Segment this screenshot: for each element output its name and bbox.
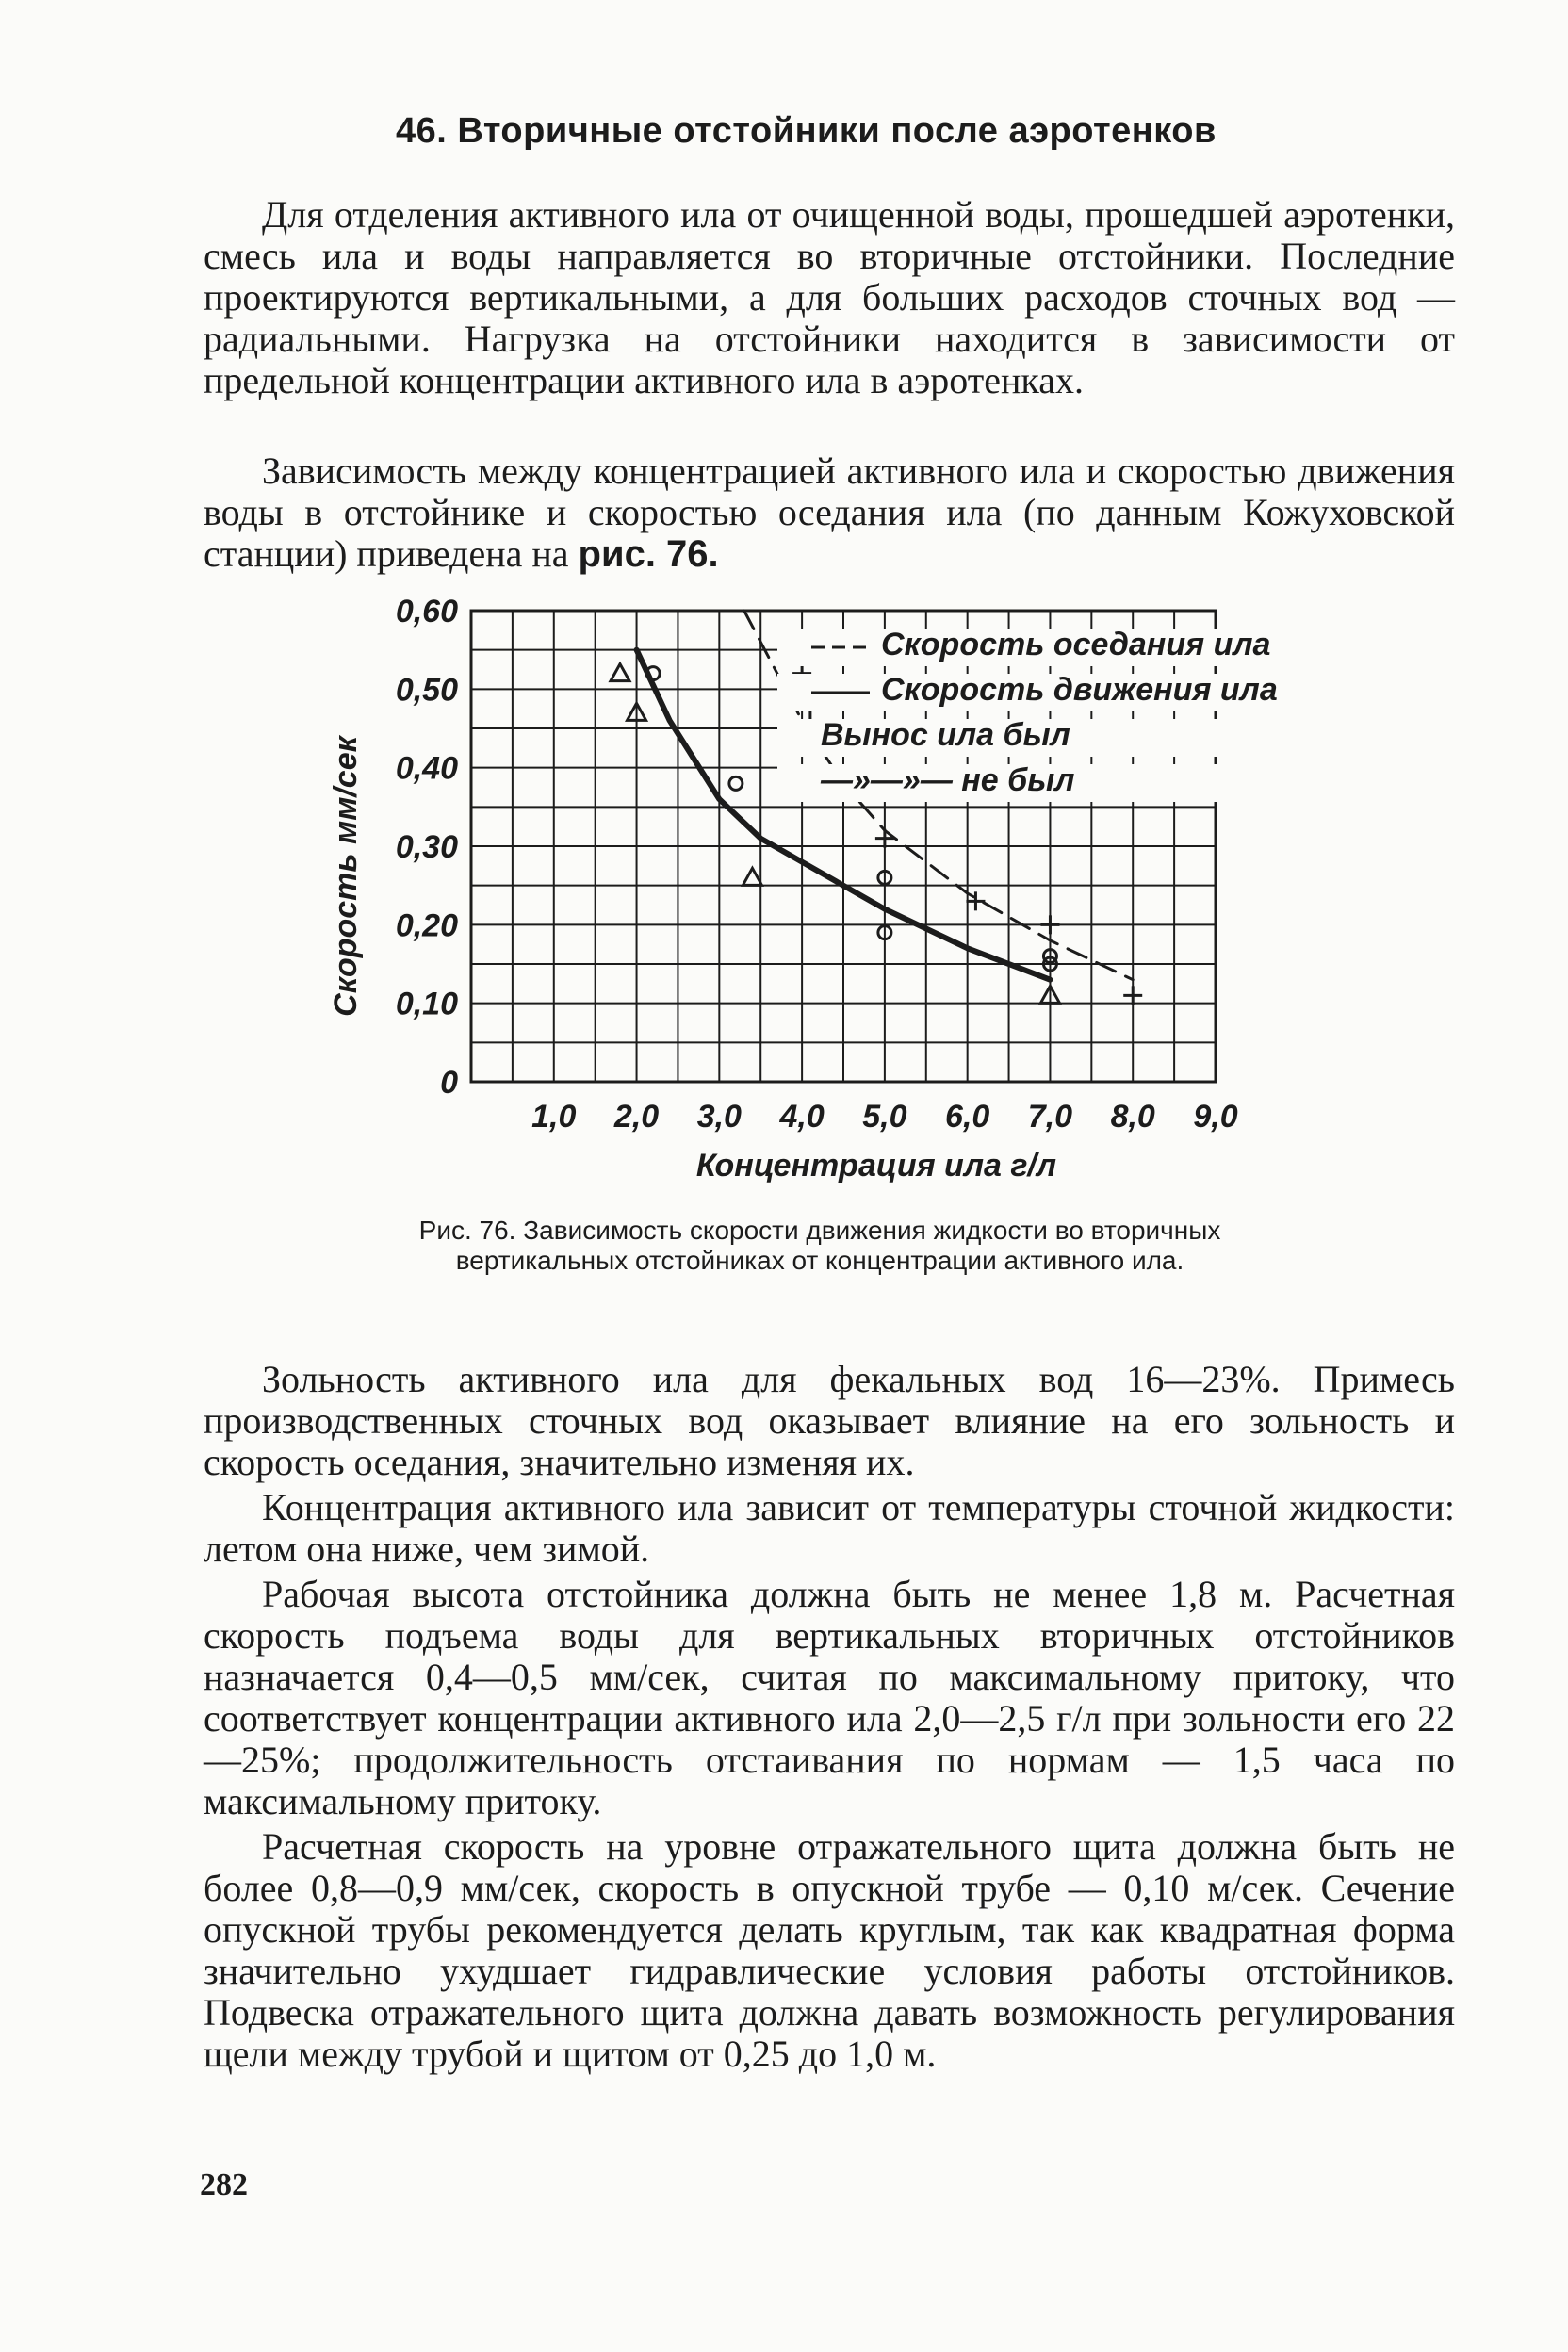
y-tick-label: 0,20 [395,907,458,944]
x-tick-label: 4,0 [779,1099,825,1135]
x-tick-label: 8,0 [1110,1099,1155,1135]
paragraph-figure-text: Зависимость между концентрацией активного ила и скоростью движения воды в отстойнике и скоростью оседания ила (по данным Кожуховской станции) приведена на [204,449,1455,575]
paragraph-intro: Для отделения активного ила от очищенной воды, прошедшей аэротенки, смесь ила и воды направляется во вторичные отстойники. Последние проектируются вертикальными, а для больших расходов сточных вод — радиальными. Нагрузка на отстойники находится в зависимости от предельной концентрации активного ила в аэротенках. [204,193,1455,401]
paragraph-figure-reference [204,450,1455,575]
y-tick-label: 0,30 [395,829,458,865]
x-tick-label: 6,0 [945,1099,990,1135]
velocity-concentration-chart [302,584,1338,1187]
paragraph-design-speed: Расчетная скорость на уровне отражательного щита должна быть не более 0,8—0,9 мм/сек, скорость в опускной трубе — 0,10 м/сек. Сечение опускной трубы рекомендуется делать круглым, так как квадратная форма значительно ухудшает гидравлические условия работы отстойников. Подвеска отражательного щита должна давать возможность регулирования щели между трубой и щитом от 0,25 до 1,0 м. [204,1825,1455,2075]
y-tick-label: 0,60 [395,594,458,629]
legend-sludge-carryover-label: Вынос ила был [821,717,1070,753]
x-tick-label: 5,0 [862,1099,907,1135]
chart-legend [777,627,1278,802]
y-axis-label: Скорость мм/сек [328,736,364,1017]
circle-marker [729,776,743,790]
y-tick-label: 0 [440,1065,458,1101]
paragraph-ash-content: Зольность активного ила для фекальных вод 16—23%. Примесь производственных сточных вод оказывает влияние на его зольность и скорость оседания, значительно изменяя их. [204,1358,1455,1483]
legend-no-carryover-label: —»—»— не был [821,762,1075,798]
paragraph-working-height: Рабочая высота отстойника должна быть не менее 1,8 м. Расчетная скорость подъема воды для вертикальных вторичных отстойников назначается 0,4—0,5 мм/сек, считая по максимальному притоку, что соответствует концентрации активного ила 2,0—2,5 г/л при зольности его 22—25%; продолжительность отстаивания по нормам — 1,5 часа по максимальному притоку. [204,1573,1455,1822]
page-number: 282 [200,2167,248,2202]
x-axis-label: Концентрация ила г/л [695,1148,1057,1184]
figure-reference-link[interactable]: рис. 76. [578,533,719,575]
x-tick-label: 9,0 [1193,1099,1238,1135]
triangle-marker [611,664,629,681]
figure-caption: Рис. 76. Зависимость скорости движения жидкости во вторичных вертикальных отстойниках от концентрации активного ила. [418,1216,1221,1275]
y-tick-label: 0,40 [395,750,458,787]
triangle-marker [743,868,761,885]
y-tick-label: 0,50 [395,672,458,709]
section-title: 46. Вторичные отстойники после аэротенков [396,111,1217,151]
x-tick-label: 7,0 [1027,1099,1073,1135]
paragraph-concentration: Концентрация активного ила зависит от температуры сточной жидкости: летом она ниже, чем зимой. [204,1486,1455,1570]
x-tick-label: 2,0 [613,1099,660,1135]
x-tick-label: 1,0 [531,1099,577,1135]
legend-flow-speed-label: Скорость движения ила [881,672,1278,708]
x-tick-label: 3,0 [696,1099,742,1135]
y-tick-label: 0,10 [395,986,458,1022]
legend-settling-speed-label: Скорость оседания ила [881,627,1271,662]
